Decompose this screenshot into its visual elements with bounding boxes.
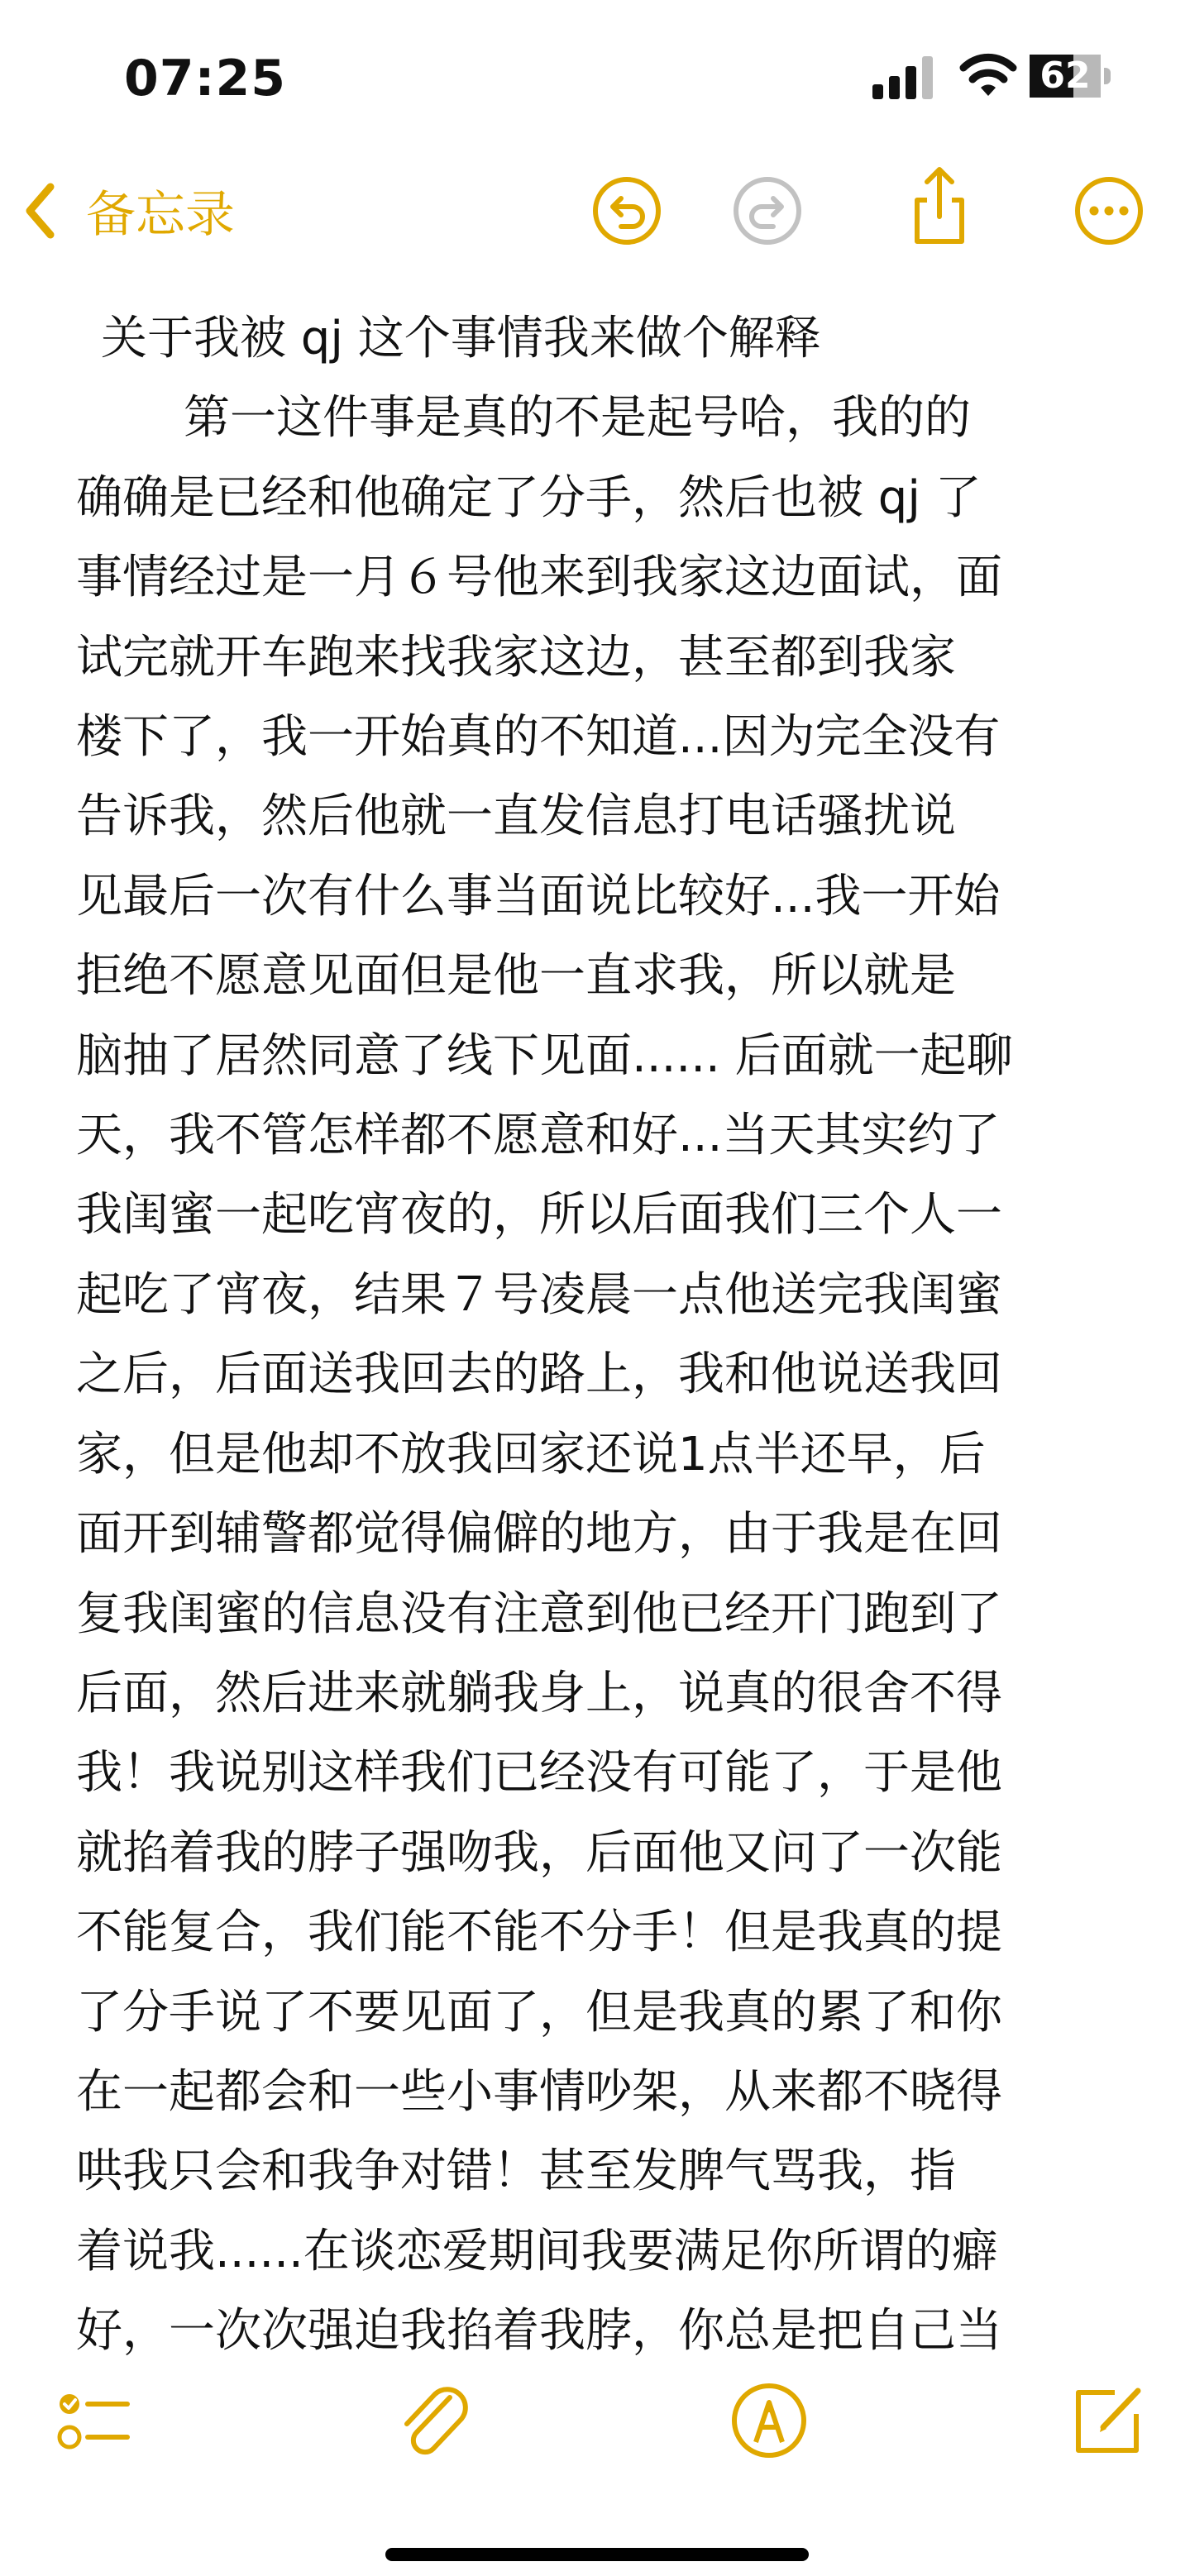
note-line: 拒绝不愿意见面但是他一直求我，所以就是	[76, 949, 956, 1004]
battery-indicator	[1030, 55, 1112, 98]
status-bar	[0, 0, 1190, 141]
status-time: 07:25	[124, 50, 286, 107]
note-line: 不能复合，我们能不能不分手！但是我真的提	[76, 1906, 1002, 1960]
note-line: 家，但是他却不放我回家还说1点半还早，后	[76, 1427, 986, 1481]
nav-bar	[0, 149, 1190, 273]
note-line: 事情经过是一月６号他来到我家这边面试，面	[76, 551, 1002, 605]
battery-nub	[1104, 68, 1111, 84]
note-line: 后面，然后进来就躺我身上，说真的很舍不得	[76, 1666, 1002, 1720]
cellular-signal-icon	[872, 56, 939, 99]
chevron-left-icon	[23, 182, 56, 240]
battery-body	[1030, 55, 1101, 98]
back-button[interactable]	[23, 169, 235, 252]
note-line: 第一这件事是真的不是起号哈，我的的	[184, 391, 971, 446]
note-line: 确确是已经和他确定了分手，然后也被 qj 了	[76, 470, 982, 525]
share-icon[interactable]	[902, 165, 977, 248]
back-label: 备忘录	[86, 186, 235, 244]
note-line: 之后，后面送我回去的路上，我和他说送我回	[76, 1348, 1002, 1402]
note-line: 在一起都会和一些小事情吵架，从来都不晓得	[76, 2064, 1002, 2119]
note-line: 我！我说别这样我们已经没有可能了，于是他	[76, 1746, 1002, 1801]
note-line: 告诉我，然后他就一直发信息打电话骚扰说	[76, 789, 956, 844]
more-icon[interactable]	[1072, 174, 1146, 248]
note-line: 我闺蜜一起吃宵夜的，所以后面我们三个人一	[76, 1188, 1002, 1243]
note-line: 天，我不管怎样都不愿意和好...当天其实约了	[76, 1109, 1001, 1163]
note-line: 复我闺蜜的信息没有注意到他已经开门跑到了	[76, 1586, 1002, 1641]
note-line: 起吃了宵夜，结果７号凌晨一点他送完我闺蜜	[76, 1267, 1002, 1322]
note-line: 好，一次次强迫我掐着我脖，你总是把自己当	[76, 2304, 1002, 2359]
note-line: 了分手说了不要见面了，但是我真的累了和你	[76, 1985, 1002, 2039]
note-title: 关于我被 qj 这个事情我来做个解释	[101, 312, 821, 365]
note-line: 试完就开车跑来找我家这边，甚至都到我家	[76, 630, 956, 685]
redo-icon[interactable]	[730, 174, 805, 248]
note-line: 楼下了，我一开始真的不知道...因为完全没有	[76, 710, 1001, 765]
note-line: 就掐着我的脖子强吻我，后面他又问了一次能	[76, 1825, 1002, 1880]
bottom-toolbar	[0, 2364, 1190, 2488]
note-line: 见最后一次有什么事当面说比较好...我一开始	[76, 869, 1001, 923]
note-line: 着说我......在谈恋爱期间我要满足你所谓的癖	[76, 2224, 998, 2278]
paperclip-icon[interactable]	[392, 2379, 475, 2462]
note-line: 哄我只会和我争对错！甚至发脾气骂我，指	[76, 2144, 956, 2199]
compose-icon[interactable]	[1067, 2379, 1149, 2462]
home-indicator[interactable]	[385, 2548, 809, 2561]
note-line: 脑抽了居然同意了线下见面...... 后面就一起聊	[76, 1028, 1013, 1083]
battery-level-text: 62	[1039, 55, 1091, 97]
checklist-icon[interactable]	[51, 2379, 134, 2462]
undo-icon[interactable]	[590, 174, 664, 248]
wifi-icon	[959, 51, 1017, 98]
markup-pen-icon[interactable]	[728, 2379, 810, 2462]
note-text	[76, 379, 1135, 2371]
note-line: 面开到辅警都觉得偏僻的地方，由于我是在回	[76, 1507, 1002, 1562]
note-body[interactable]	[76, 299, 1135, 2359]
